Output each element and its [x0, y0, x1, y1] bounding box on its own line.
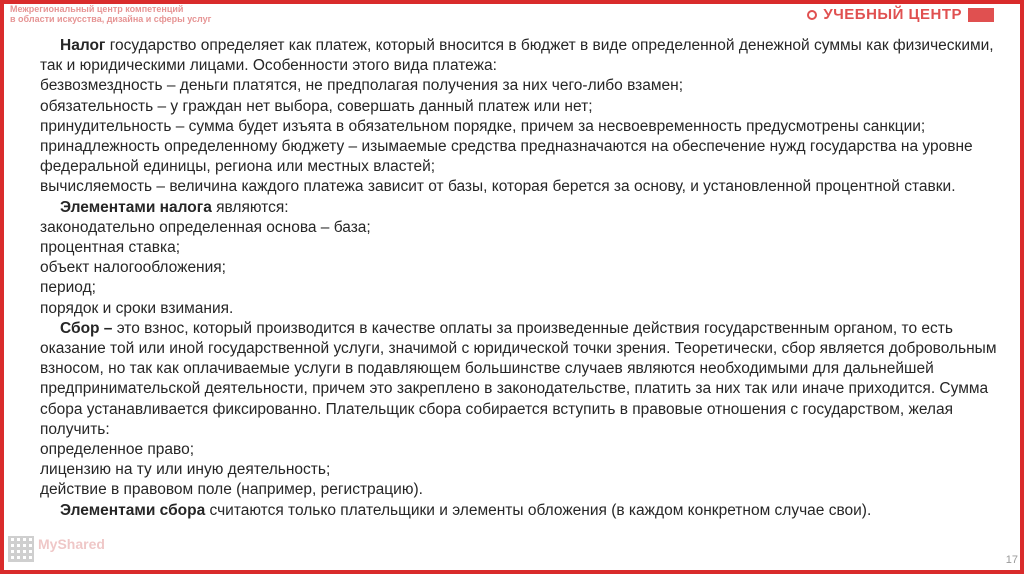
slide-number: 17 [1005, 554, 1018, 566]
tax-definition [40, 36, 1005, 76]
gain-item: действие в правовом поле (например, регистрацию). [40, 481, 423, 499]
watermark: MyShared [38, 536, 105, 552]
qr-code-icon [8, 536, 34, 562]
term-tax: Налог [60, 37, 106, 54]
logo-badge-icon [968, 8, 994, 22]
org-header [10, 4, 211, 24]
element-item: объект налогообложения; [40, 259, 226, 277]
element-item: период; [40, 279, 96, 297]
term-fee: Сбор – [60, 319, 113, 337]
tax-elements-heading-text: являются: [211, 198, 289, 216]
gain-item: лицензию на ту или иную деятельность; [40, 461, 331, 479]
feature-item: принадлежность определенному бюджету – изымаемые средства предназначаются на обеспечение нужд государства на уровне федеральной единицы, региона или местных властей; [40, 138, 973, 176]
term-tax-elements: Элементами налога [60, 198, 212, 216]
slide-body [40, 36, 1005, 521]
fee-elements-text: считаются только плательщики и элементы обложения (в каждом конкретном случае свои). [205, 501, 872, 519]
element-item: законодательно определенная основа – база; [40, 218, 371, 236]
logo-text: УЧЕБНЫЙ ЦЕНТР [823, 6, 962, 23]
logo [807, 6, 994, 23]
feature-item: обязательность – у граждан нет выбора, совершать данный платеж или нет; [40, 97, 593, 115]
org-line-1: Межрегиональный центр компетенций [10, 4, 184, 14]
fee-elements [40, 501, 1005, 521]
fee-definition-text: это взнос, который производится в качестве оплаты за произведенные действия государственным органом, то есть оказание той или иной государственной услуги, значимой с юридической точки зрения. Теоретически, сбор является добровольным взносом, но так как оплачиваемые услуги в подавляющем большинстве случаев являются необходимыми для дальнейшей предпринимательской деятельности, причем это закреплено в законодательстве, платить за них так или иначе приходится. Сумма сбора устанавливается фиксированно. Плательщик сбора собирается вступить в правовые отношения с государством, желая получить: [40, 319, 997, 438]
feature-item: вычисляемость – величина каждого платежа зависит от базы, которая берется за основу, и установленной процентной ставки. [40, 178, 956, 196]
gain-item: определенное право; [40, 441, 195, 459]
tax-definition-text: государство определяет как платеж, который вносится в бюджет в виде определенной денежной суммы как физическими, так и юридическими лицами. Особенности этого вида платежа: [40, 37, 994, 75]
feature-item: принудительность – сумма будет изъята в обязательном порядке, причем за несвоевременность предусмотрены санкции; [40, 117, 926, 135]
fee-definition [40, 319, 1005, 440]
logo-circle-icon [807, 10, 817, 20]
element-item: порядок и сроки взимания. [40, 299, 234, 317]
term-fee-elements: Элементами сбора [60, 501, 206, 519]
element-item: процентная ставка; [40, 239, 181, 257]
feature-item: безвозмездность – деньги платятся, не предполагая получения за них чего-либо взамен; [40, 77, 684, 95]
tax-elements-heading [40, 198, 1005, 218]
org-line-2: в области искусства, дизайна и сферы услуг [10, 14, 212, 24]
